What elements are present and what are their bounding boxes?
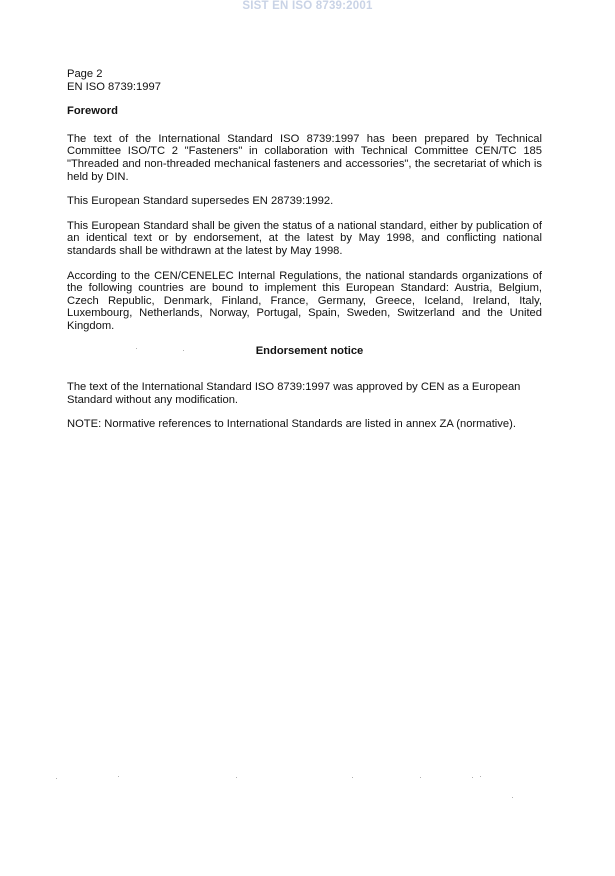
speck: [480, 776, 481, 777]
page-number: Page 2: [67, 68, 103, 80]
speck: [56, 778, 57, 779]
foreword-paragraph-4: According to the CEN/CENELEC Internal Regulations, the national standards organizations of the following countries are bound to implement this European Standard: Austria, Belgium, Czech Republic, Denmark, Finland, France, Germany, Greece, Iceland, Ireland, Italy, Luxembourg, Netherlands, Norway, Portugal, Spain, Sweden, Switzerland and the United Kingdom.: [67, 269, 542, 332]
speck: [183, 350, 184, 351]
endorsement-heading: Endorsement notice: [255, 344, 364, 357]
speck: [420, 777, 421, 778]
foreword-paragraph-3: This European Standard shall be given the status of a national standard, either by publication of an identical text or by endorsement, at the latest by May 1998, and conflicting national standards shall be withdrawn at the latest by May 1998.: [67, 219, 542, 257]
foreword-heading: Foreword: [67, 105, 118, 118]
page-header: [67, 68, 542, 93]
watermark-text: SIST EN ISO 8739:2001: [242, 0, 373, 12]
speck: [512, 797, 513, 798]
endorsement-paragraph: The text of the International Standard ISO 8739:1997 was approved by CEN as a European Standard without any modification.: [67, 381, 521, 406]
document-page: [67, 68, 542, 443]
speck: [136, 348, 137, 349]
speck: [352, 777, 353, 778]
document-id: EN ISO 8739:1997: [67, 80, 161, 93]
normative-note: NOTE: Normative references to International Standards are listed in annex ZA (normative).: [67, 418, 516, 431]
speck: [118, 776, 119, 777]
foreword-paragraph-1: The text of the International Standard ISO 8739:1997 has been prepared by Technical Committee ISO/TC 2 "Fasteners" in collaboration with Technical Committee CEN/TC 185 "Threaded and non-threaded mechanical fasteners and accessories", the secretariat of which is held by DIN.: [67, 132, 542, 183]
speck: [236, 777, 237, 778]
speck: [472, 777, 473, 778]
foreword-paragraph-2: This European Standard supersedes EN 28739:1992.: [67, 195, 334, 208]
